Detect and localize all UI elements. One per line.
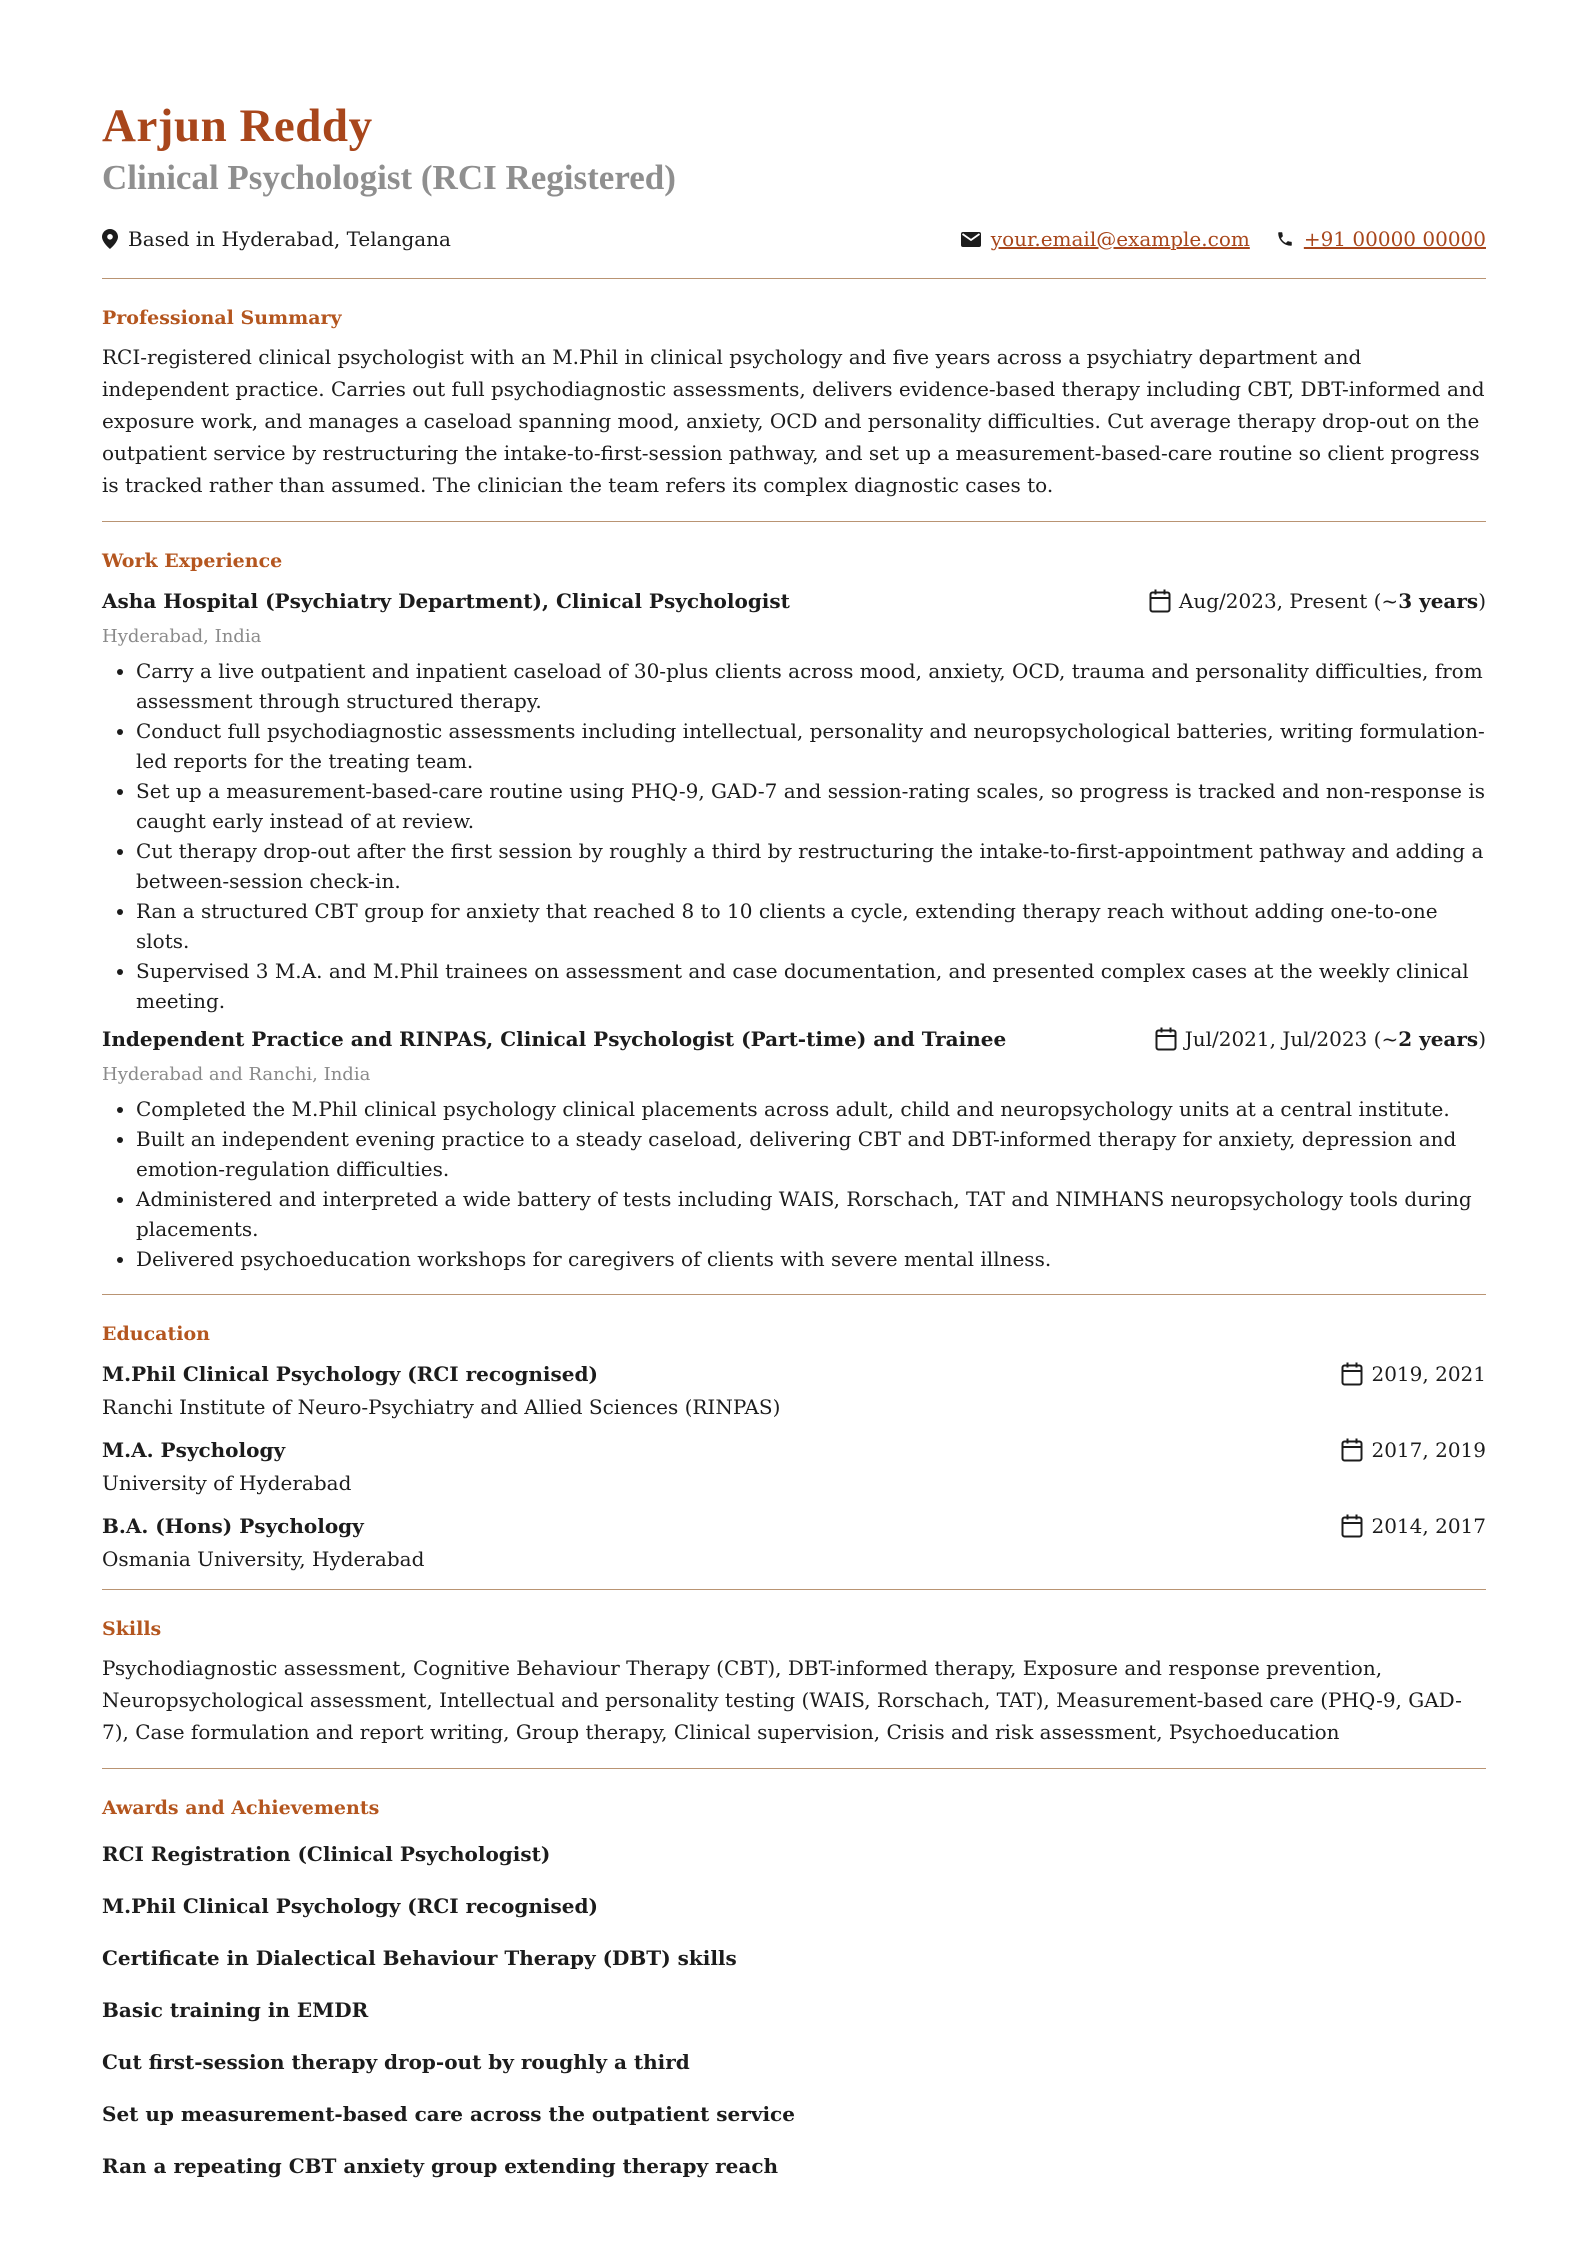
duration: 3 years: [1398, 589, 1479, 613]
calendar-icon: [1341, 1438, 1363, 1462]
divider: [102, 1768, 1486, 1769]
job-title: Independent Practice and RINPAS, Clinical Psychologist (Part-time) and Trainee: [102, 1027, 1007, 1051]
skills-text: Psychodiagnostic assessment, Cognitive Behaviour Therapy (CBT), DBT-informed therapy, Exposure and response prevention, Neuropsychological assessment, Intellectual and personality testing (WAIS, Rorschach, TAT), Measurement-based care (PHQ-9, GAD-7), Case formulation and report writing, Group therapy, Clinical supervision, Crisis and risk assessment, Psychoeducation: [102, 1656, 1462, 1744]
candidate-title: Clinical Psychologist (RCI Registered): [102, 158, 676, 197]
dates-text: 2017, 2019: [1371, 1438, 1486, 1462]
award-item: Ran a repeating CBT anxiety group extending therapy reach: [102, 2154, 779, 2178]
dates-text: 2019, 2021: [1371, 1362, 1486, 1386]
list-item: • Administered and interpreted a wide battery of tests including WAIS, Rorschach, TAT and NIMHANS neuropsychology tools during placements.: [136, 1184, 1486, 1244]
list-item: • Conduct full psychodiagnostic assessments including intellectual, personality and neuropsychological batteries, writing formulation-led reports for the treating team.: [136, 716, 1486, 776]
candidate-name: Arjun Reddy: [102, 100, 373, 152]
date-suffix: ): [1478, 589, 1486, 613]
job-entry: [102, 1022, 1486, 1274]
job-dates: [1155, 1022, 1486, 1056]
education-entry: [102, 1433, 1486, 1499]
divider: [102, 521, 1486, 522]
job-org: Independent Practice and RINPAS: [102, 1027, 487, 1051]
awards-list: [102, 1839, 1486, 2181]
phone-item[interactable]: [1276, 227, 1486, 251]
education-dates: [1341, 1509, 1486, 1543]
date-prefix: Aug/2023, Present (~: [1178, 589, 1399, 613]
list-item: • Carry a live outpatient and inpatient caseload of 30-plus clients across mood, anxiety, OCD, trauma and personality difficulties, from assessment through structured therapy.: [136, 656, 1486, 716]
list-item: • Delivered psychoeducation workshops for caregivers of clients with severe mental illness.: [136, 1244, 1486, 1274]
contact-row: [102, 222, 1486, 256]
degree: B.A. (Hons) Psychology: [102, 1514, 364, 1538]
award-item: M.Phil Clinical Psychology (RCI recognised): [102, 1894, 598, 1918]
degree: M.A. Psychology: [102, 1438, 286, 1462]
job-location: Hyderabad and Ranchi, India: [102, 1064, 371, 1085]
calendar-icon: [1341, 1514, 1363, 1538]
divider: [102, 278, 1486, 279]
section-title-summary: Professional Summary: [102, 307, 342, 329]
phone-icon: [1276, 230, 1294, 248]
job-bullets: [102, 1094, 1486, 1274]
list-item: • Built an independent evening practice to a steady caseload, delivering CBT and DBT-informed therapy for anxiety, depression and emotion-regulation difficulties.: [136, 1124, 1486, 1184]
award-item: Cut first-session therapy drop-out by roughly a third: [102, 2050, 690, 2074]
phone-link[interactable]: +91 00000 00000: [1303, 227, 1486, 251]
job-role: Clinical Psychologist (Part-time) and Trainee: [500, 1027, 1007, 1051]
education-entry: [102, 1357, 1486, 1423]
education-entry: [102, 1509, 1486, 1575]
envelope-icon: [961, 232, 981, 247]
location-text: Based in Hyderabad, Telangana: [128, 227, 451, 251]
divider: [102, 1294, 1486, 1295]
job-bullets: [102, 656, 1486, 1016]
education-dates: [1341, 1433, 1486, 1467]
education-dates: [1341, 1357, 1486, 1391]
email-link[interactable]: your.email@example.com: [990, 227, 1250, 251]
date-suffix: ): [1478, 1027, 1486, 1051]
job-org: Asha Hospital (Psychiatry Department): [102, 589, 543, 613]
job-role: Clinical Psychologist: [555, 589, 790, 613]
section-title-awards: Awards and Achievements: [102, 1797, 380, 1819]
list-item: • Supervised 3 M.A. and M.Phil trainees on assessment and case documentation, and presented complex cases at the weekly clinical meeting.: [136, 956, 1486, 1016]
job-entry: [102, 584, 1486, 1016]
school: University of Hyderabad: [102, 1471, 352, 1495]
email-item[interactable]: [961, 227, 1250, 251]
location-item: [102, 227, 451, 251]
divider: [102, 1589, 1486, 1590]
degree: M.Phil Clinical Psychology (RCI recognised): [102, 1362, 598, 1386]
duration: 2 years: [1398, 1027, 1479, 1051]
list-item: • Completed the M.Phil clinical psychology clinical placements across adult, child and neuropsychology units at a central institute.: [136, 1094, 1486, 1124]
award-item: RCI Registration (Clinical Psychologist): [102, 1842, 551, 1866]
section-title-experience: Work Experience: [102, 550, 283, 572]
job-location: Hyderabad, India: [102, 626, 262, 647]
map-pin-icon: [102, 229, 118, 249]
job-dates: [1149, 584, 1486, 618]
school: Osmania University, Hyderabad: [102, 1547, 425, 1571]
section-title-education: Education: [102, 1323, 210, 1345]
list-item: • Ran a structured CBT group for anxiety that reached 8 to 10 clients a cycle, extending therapy reach without adding one-to-one slots.: [136, 896, 1486, 956]
dates-text: 2014, 2017: [1371, 1514, 1486, 1538]
calendar-icon: [1155, 1027, 1177, 1051]
date-prefix: Jul/2021, Jul/2023 (~: [1184, 1027, 1399, 1051]
summary-text: RCI-registered clinical psychologist with an M.Phil in clinical psychology and five years across a psychiatry department and independent practice. Carries out full psychodiagnostic assessments, delivers evidence-based therapy including CBT, DBT-informed and exposure work, and manages a caseload spanning mood, anxiety, OCD and personality difficulties. Cut average therapy drop-out on the outpatient service by restructuring the intake-to-first-session pathway, and set up a measurement-based-care routine so client progress is tracked rather than assumed. The clinician the team refers its complex diagnostic cases to.: [102, 345, 1485, 497]
calendar-icon: [1341, 1362, 1363, 1386]
award-item: Basic training in EMDR: [102, 1998, 369, 2022]
section-title-skills: Skills: [102, 1618, 162, 1640]
school: Ranchi Institute of Neuro-Psychiatry and Allied Sciences (RINPAS): [102, 1395, 781, 1419]
award-item: Certificate in Dialectical Behaviour Therapy (DBT) skills: [102, 1946, 737, 1970]
list-item: • Set up a measurement-based-care routine using PHQ-9, GAD-7 and session-rating scales, so progress is tracked and non-response is caught early instead of at review.: [136, 776, 1486, 836]
calendar-icon: [1149, 589, 1171, 613]
job-title: Asha Hospital (Psychiatry Department), Clinical Psychologist: [102, 589, 790, 613]
award-item: Set up measurement-based care across the outpatient service: [102, 2102, 795, 2126]
list-item: • Cut therapy drop-out after the first session by roughly a third by restructuring the intake-to-first-appointment pathway and adding a between-session check-in.: [136, 836, 1486, 896]
